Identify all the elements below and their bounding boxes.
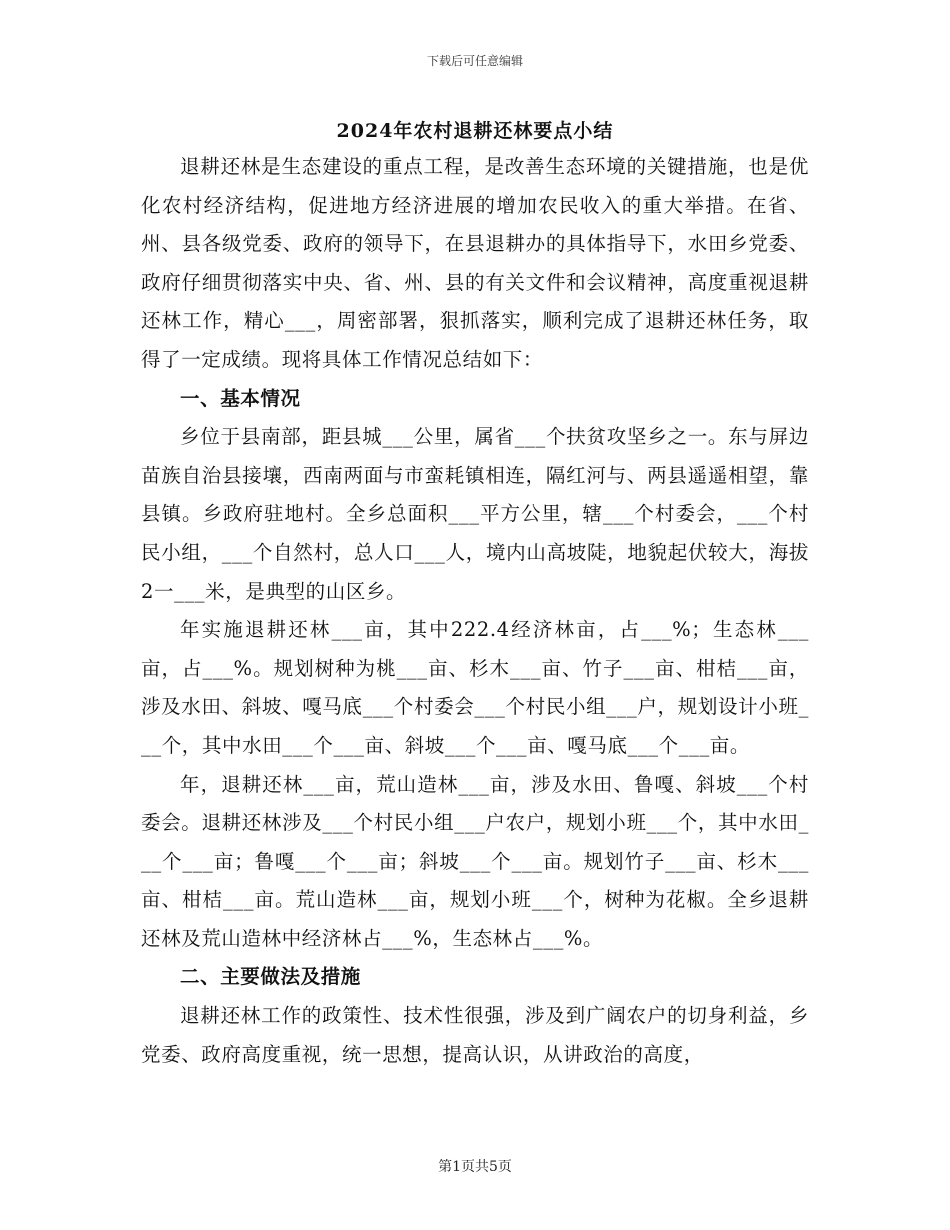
section-heading-measures: 二、主要做法及措施 bbox=[180, 965, 361, 989]
section1-paragraph-3: 年，退耕还林___亩，荒山造林___亩，涉及水田、鲁嘎、斜坡___个村委会。退耕还林涉及___个村民小组___户农户，规划小班___个，其中水田___个___亩；鲁嘎___个___亩；斜坡___个___亩。规划竹子___亩、杉木___亩、柑桔___亩。荒山造林___亩，规划小班___个，树种为花椒。全乡退耕还林及荒山造林中经济林占___%，生态林占___%。 bbox=[141, 772, 809, 950]
section1-paragraph-2: 年实施退耕还林___亩，其中222.4经济林亩，占___%；生态林___亩，占___%。规划树种为桃___亩、杉木___亩、竹子___亩、柑桔___亩，涉及水田、斜坡、嘎马底___个村委会___个村民小组___户，规划设计小班___个，其中水田___个___亩、斜坡___个___亩、嘎马底___个___亩。 bbox=[141, 618, 809, 757]
page-number-footer: 第1页共5页 bbox=[438, 1159, 512, 1175]
document-title: 2024年农村退耕还林要点小结 bbox=[336, 120, 614, 142]
section1-paragraph-1: 乡位于县南部，距县城___公里，属省___个扶贫攻坚乡之一。东与屏边苗族自治县接壤，西南两面与市蛮耗镇相连，隔红河与、两县遥遥相望，靠县镇。乡政府驻地村。全乡总面积___平方公里，辖___个村委会，___个村民小组，___个自然村，总人口___人，境内山高坡陡，地貌起伏较大，海拔2一___米，是典型的山区乡。 bbox=[141, 425, 809, 603]
page-header-note: 下载后可任意编辑 bbox=[426, 54, 523, 68]
document-body bbox=[141, 148, 809, 1074]
intro-paragraph: 退耕还林是生态建设的重点工程，是改善生态环境的关键措施，也是优化农村经济结构，促进地方经济进展的增加农民收入的重大举措。在省、州、县各级党委、政府的领导下，在县退耕办的具体指导下，水田乡党委、政府仔细贯彻落实中央、省、州、县的有关文件和会议精神，高度重视退耕还林工作，精心___，周密部署，狠抓落实，顺利完成了退耕还林任务，取得了一定成绩。现将具体工作情况总结如下： bbox=[141, 155, 809, 371]
section-heading-basic-situation: 一、基本情况 bbox=[180, 386, 301, 410]
section2-paragraph-1: 退耕还林工作的政策性、技术性很强，涉及到广阔农户的切身利益，乡党委、政府高度重视，统一思想，提高认识，从讲政治的高度， bbox=[141, 1004, 809, 1066]
